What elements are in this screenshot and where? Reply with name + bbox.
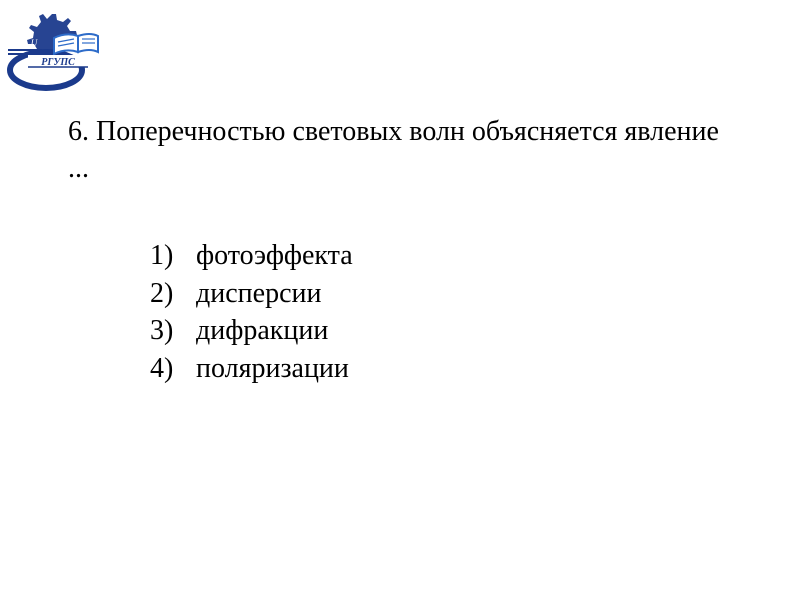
answer-list	[150, 237, 353, 387]
logo-letter: U	[30, 38, 38, 48]
answer-option-3	[150, 312, 353, 350]
answer-number: 3)	[150, 315, 174, 346]
rgups-logo-icon	[2, 8, 102, 94]
answer-option-2	[150, 275, 353, 313]
answer-text: поляризации	[196, 352, 349, 384]
answer-number: 2)	[150, 277, 174, 309]
answer-number: 1)	[150, 240, 174, 271]
answer-text: фотоэффекта	[196, 240, 353, 271]
answer-option-4	[150, 350, 353, 388]
answer-text: дисперсии	[196, 277, 322, 309]
logo-text: РГУПС	[41, 57, 75, 68]
university-logo	[2, 8, 102, 94]
answer-number: 4)	[150, 352, 174, 384]
question-text: 6. Поперечностью световых волн объясняется явление ...	[68, 116, 719, 184]
answer-text: дифракции	[196, 315, 329, 346]
answer-option-1	[150, 237, 353, 275]
